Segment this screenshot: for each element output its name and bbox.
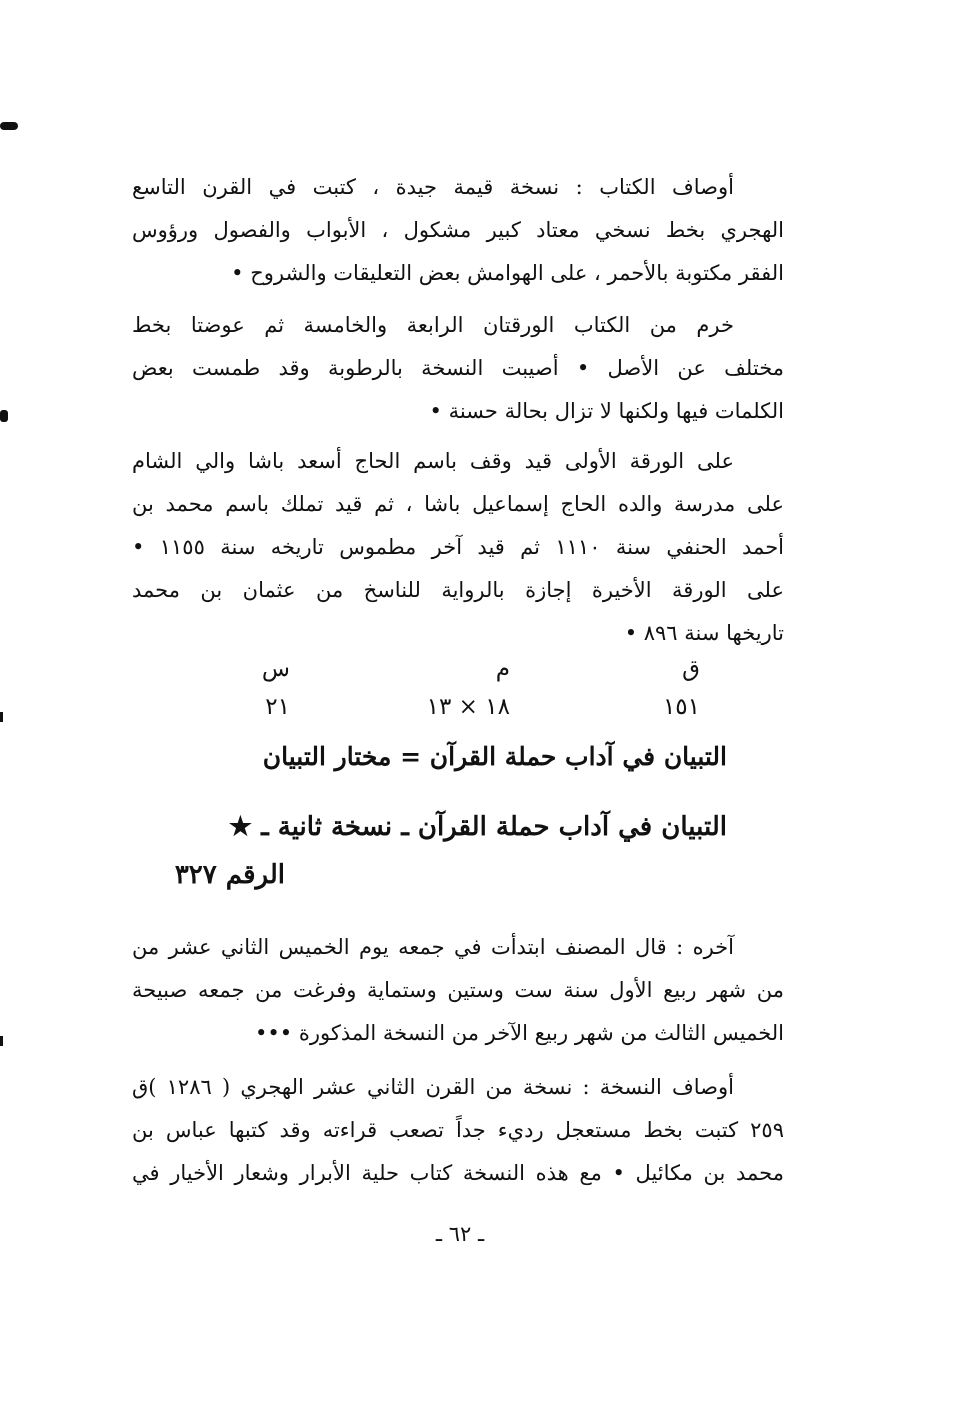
text-line: على الورقة الأولى قيد وقف باسم الحاج أسعد باشا والي الشام (132, 449, 734, 473)
header-lines: س (261, 656, 290, 682)
scan-artifact (0, 712, 3, 722)
damage-paragraph (132, 304, 784, 433)
text-line: ٢٥٩ كتبت بخط مستعجل رديء جداً تصعب قراءته وقد كتبها عباس بن (132, 1118, 784, 1142)
text-line: مختلف عن الأصل • أصيبت النسخة بالرطوبة وقد طمست بعض (132, 356, 784, 380)
second-copy-title: التبيان في آداب حملة القرآن ـ نسخة ثانية ـ ★ (228, 812, 727, 842)
scan-artifact (0, 1036, 3, 1046)
page-number: ـ ٦٢ ـ (435, 1222, 485, 1246)
text-line: من شهر ربيع الأول سنة ست وستين وستماية وفرغت من جمعه صبيحة (132, 978, 784, 1002)
catalog-number: الرقم ٣٢٧ (174, 860, 285, 890)
copy-description-paragraph (132, 1066, 784, 1195)
colophon-paragraph (132, 926, 784, 1055)
text-line: على مدرسة والده الحاج إسماعيل باشا ، ثم قيد تملك باسم محمد بن (132, 492, 784, 516)
text-line: على الورقة الأخيرة إجازة بالرواية للناسخ من عثمان بن محمد (132, 578, 784, 602)
scan-artifact (0, 410, 8, 422)
text-line: آخره : قال المصنف ابتدأت في جمعه يوم الخميس الثاني عشر من (132, 935, 734, 959)
text-line: الفقر مكتوبة بالأحمر ، على الهوامش بعض التعليقات والشروح • (231, 261, 784, 285)
scan-artifact (0, 122, 18, 130)
text-line: أوصاف النسخة : نسخة من القرن الثاني عشر الهجري ( ١٢٨٦ )ق (132, 1075, 734, 1099)
text-line: محمد بن مكائيل • مع هذه النسخة كتاب حلية الأبرار وشعار الأخيار في (132, 1161, 784, 1185)
measurements-header-row (250, 656, 720, 692)
text-line: الهجري بخط نسخي معتاد كبير مشكول ، الأبواب والفصول ورؤوس (132, 218, 784, 242)
text-line: تاريخها سنة ٨٩٦ • (624, 621, 784, 645)
text-line: خرم من الكتاب الورقتان الرابعة والخامسة ثم عوضتا بخط (132, 313, 734, 337)
book-description-paragraph (132, 166, 784, 295)
value-leaves: ١٥١ (662, 694, 700, 720)
header-size: م (495, 656, 510, 682)
text-line: الخميس الثالث من شهر ربيع الآخر من النسخة المذكورة ••• (255, 1021, 784, 1045)
text-line: أحمد الحنفي سنة ١١١٠ ثم قيد آخر مطموس تاريخه سنة ١١٥٥ • (132, 535, 785, 559)
measurements-value-row (250, 694, 720, 730)
text-line: أوصاف الكتاب : نسخة قيمة جيدة ، كتبت في القرن التاسع (132, 175, 734, 199)
header-leaves: ق (682, 656, 700, 682)
main-title: التبيان في آداب حملة القرآن = مختار التبيان (262, 742, 727, 771)
value-size: ١٨ × ١٣ (426, 694, 510, 720)
value-lines: ٢١ (265, 694, 290, 720)
waqf-paragraph (132, 440, 784, 655)
text-line: الكلمات فيها ولكنها لا تزال بحالة حسنة • (429, 399, 784, 423)
